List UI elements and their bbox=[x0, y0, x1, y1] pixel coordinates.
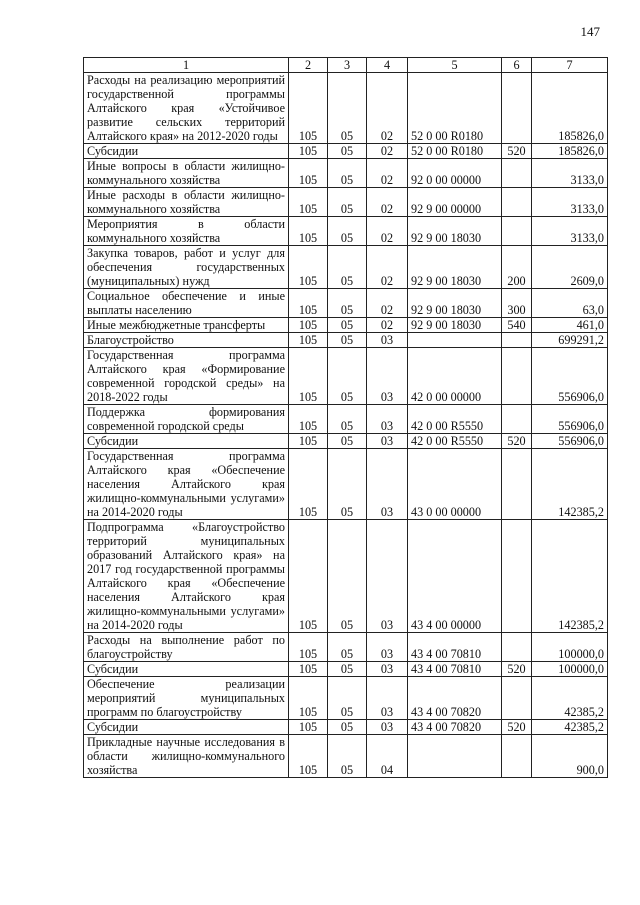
row-subsection-code: 03 bbox=[367, 720, 408, 735]
row-expense-type bbox=[502, 405, 532, 434]
row-ministry-code: 105 bbox=[289, 520, 328, 633]
row-section-code: 05 bbox=[328, 144, 367, 159]
header-cell: 1 bbox=[84, 58, 289, 73]
row-section-code: 05 bbox=[328, 159, 367, 188]
header-cell: 7 bbox=[532, 58, 608, 73]
row-subsection-code: 02 bbox=[367, 246, 408, 289]
table-row bbox=[84, 188, 608, 217]
row-expense-type: 540 bbox=[502, 318, 532, 333]
row-amount: 185826,0 bbox=[532, 73, 608, 144]
row-name: Закупка товаров, работ и услуг для обеспечения государственных (муниципальных) нужд bbox=[84, 246, 289, 289]
row-section-code: 05 bbox=[328, 246, 367, 289]
row-section-code: 05 bbox=[328, 633, 367, 662]
row-name: Подпрограмма «Благоустройство территорий муниципальных образований Алтайского края» на 2017 год государственной программы Алтайского края «Обеспечение населения Алтайского края жилищно-коммунальными услугами» на 2014-2020 годы bbox=[84, 520, 289, 633]
row-section-code: 05 bbox=[328, 318, 367, 333]
row-section-code: 05 bbox=[328, 735, 367, 778]
row-target-article: 52 0 00 R0180 bbox=[408, 73, 502, 144]
row-target-article: 92 9 00 18030 bbox=[408, 217, 502, 246]
row-subsection-code: 02 bbox=[367, 289, 408, 318]
row-section-code: 05 bbox=[328, 333, 367, 348]
row-subsection-code: 03 bbox=[367, 333, 408, 348]
row-ministry-code: 105 bbox=[289, 333, 328, 348]
table-row bbox=[84, 159, 608, 188]
row-expense-type: 520 bbox=[502, 434, 532, 449]
header-cell: 3 bbox=[328, 58, 367, 73]
row-amount: 3133,0 bbox=[532, 217, 608, 246]
row-ministry-code: 105 bbox=[289, 246, 328, 289]
table-row bbox=[84, 348, 608, 405]
row-name: Иные вопросы в области жилищно-коммунального хозяйства bbox=[84, 159, 289, 188]
page-number: 147 bbox=[580, 24, 600, 39]
row-target-article: 92 9 00 18030 bbox=[408, 246, 502, 289]
row-section-code: 05 bbox=[328, 520, 367, 633]
row-subsection-code: 03 bbox=[367, 348, 408, 405]
row-ministry-code: 105 bbox=[289, 735, 328, 778]
row-amount: 142385,2 bbox=[532, 449, 608, 520]
row-ministry-code: 105 bbox=[289, 318, 328, 333]
row-amount: 556906,0 bbox=[532, 434, 608, 449]
row-expense-type bbox=[502, 677, 532, 720]
row-name: Субсидии bbox=[84, 662, 289, 677]
row-ministry-code: 105 bbox=[289, 633, 328, 662]
row-section-code: 05 bbox=[328, 720, 367, 735]
row-section-code: 05 bbox=[328, 73, 367, 144]
row-ministry-code: 105 bbox=[289, 188, 328, 217]
header-cell: 2 bbox=[289, 58, 328, 73]
row-ministry-code: 105 bbox=[289, 720, 328, 735]
row-amount: 699291,2 bbox=[532, 333, 608, 348]
row-amount: 2609,0 bbox=[532, 246, 608, 289]
row-expense-type bbox=[502, 520, 532, 633]
row-name: Мероприятия в области коммунального хозяйства bbox=[84, 217, 289, 246]
row-amount: 42385,2 bbox=[532, 720, 608, 735]
table-row bbox=[84, 434, 608, 449]
row-name: Государственная программа Алтайского края «Формирование современной городской среды» на 2018-2022 годы bbox=[84, 348, 289, 405]
row-ministry-code: 105 bbox=[289, 662, 328, 677]
table-row bbox=[84, 662, 608, 677]
row-target-article: 43 4 00 70820 bbox=[408, 720, 502, 735]
row-subsection-code: 03 bbox=[367, 677, 408, 720]
row-name: Иные расходы в области жилищно-коммунального хозяйства bbox=[84, 188, 289, 217]
row-subsection-code: 02 bbox=[367, 73, 408, 144]
row-target-article: 92 0 00 00000 bbox=[408, 159, 502, 188]
row-name: Социальное обеспечение и иные выплаты населению bbox=[84, 289, 289, 318]
row-amount: 142385,2 bbox=[532, 520, 608, 633]
row-name: Расходы на реализацию мероприятий государственной программы Алтайского края «Устойчивое развитие сельских территорий Алтайского края» на 2012-2020 годы bbox=[84, 73, 289, 144]
row-expense-type bbox=[502, 449, 532, 520]
row-target-article: 92 9 00 00000 bbox=[408, 188, 502, 217]
row-section-code: 05 bbox=[328, 449, 367, 520]
row-name: Поддержка формирования современной городской среды bbox=[84, 405, 289, 434]
row-target-article: 92 9 00 18030 bbox=[408, 318, 502, 333]
row-expense-type bbox=[502, 217, 532, 246]
row-expense-type: 520 bbox=[502, 662, 532, 677]
table-row bbox=[84, 333, 608, 348]
row-subsection-code: 03 bbox=[367, 633, 408, 662]
row-amount: 185826,0 bbox=[532, 144, 608, 159]
header-row bbox=[84, 58, 608, 73]
row-section-code: 05 bbox=[328, 289, 367, 318]
row-amount: 100000,0 bbox=[532, 662, 608, 677]
row-subsection-code: 02 bbox=[367, 217, 408, 246]
table-row bbox=[84, 217, 608, 246]
row-section-code: 05 bbox=[328, 217, 367, 246]
row-ministry-code: 105 bbox=[289, 677, 328, 720]
table-row bbox=[84, 246, 608, 289]
row-amount: 556906,0 bbox=[532, 348, 608, 405]
row-subsection-code: 04 bbox=[367, 735, 408, 778]
row-target-article: 43 4 00 70810 bbox=[408, 633, 502, 662]
row-name: Обеспечение реализации мероприятий муниципальных программ по благоустройству bbox=[84, 677, 289, 720]
row-subsection-code: 03 bbox=[367, 520, 408, 633]
row-amount: 3133,0 bbox=[532, 159, 608, 188]
row-section-code: 05 bbox=[328, 677, 367, 720]
table-row bbox=[84, 73, 608, 144]
row-ministry-code: 105 bbox=[289, 434, 328, 449]
row-target-article: 43 4 00 00000 bbox=[408, 520, 502, 633]
row-name: Субсидии bbox=[84, 434, 289, 449]
row-name: Прикладные научные исследования в области жилищно-коммунального хозяйства bbox=[84, 735, 289, 778]
row-ministry-code: 105 bbox=[289, 73, 328, 144]
row-target-article: 52 0 00 R0180 bbox=[408, 144, 502, 159]
header-cell: 4 bbox=[367, 58, 408, 73]
row-expense-type bbox=[502, 73, 532, 144]
row-target-article: 42 0 00 R5550 bbox=[408, 405, 502, 434]
row-target-article: 43 4 00 70820 bbox=[408, 677, 502, 720]
row-name: Субсидии bbox=[84, 720, 289, 735]
table-row bbox=[84, 735, 608, 778]
row-amount: 42385,2 bbox=[532, 677, 608, 720]
row-name: Расходы на выполнение работ по благоустройству bbox=[84, 633, 289, 662]
table-row bbox=[84, 677, 608, 720]
row-expense-type bbox=[502, 633, 532, 662]
row-target-article: 92 9 00 18030 bbox=[408, 289, 502, 318]
row-section-code: 05 bbox=[328, 405, 367, 434]
row-name: Субсидии bbox=[84, 144, 289, 159]
row-subsection-code: 03 bbox=[367, 434, 408, 449]
row-section-code: 05 bbox=[328, 348, 367, 405]
row-expense-type bbox=[502, 188, 532, 217]
table-row bbox=[84, 449, 608, 520]
row-subsection-code: 02 bbox=[367, 144, 408, 159]
row-name: Иные межбюджетные трансферты bbox=[84, 318, 289, 333]
row-target-article: 42 0 00 R5550 bbox=[408, 434, 502, 449]
table-row bbox=[84, 144, 608, 159]
header-cell: 6 bbox=[502, 58, 532, 73]
header-cell: 5 bbox=[408, 58, 502, 73]
row-amount: 3133,0 bbox=[532, 188, 608, 217]
row-name: Благоустройство bbox=[84, 333, 289, 348]
row-section-code: 05 bbox=[328, 188, 367, 217]
table-row bbox=[84, 520, 608, 633]
row-subsection-code: 03 bbox=[367, 662, 408, 677]
row-ministry-code: 105 bbox=[289, 144, 328, 159]
row-ministry-code: 105 bbox=[289, 159, 328, 188]
row-ministry-code: 105 bbox=[289, 405, 328, 434]
table-row bbox=[84, 289, 608, 318]
table-row bbox=[84, 720, 608, 735]
row-subsection-code: 03 bbox=[367, 449, 408, 520]
table-row bbox=[84, 318, 608, 333]
row-amount: 556906,0 bbox=[532, 405, 608, 434]
row-expense-type bbox=[502, 333, 532, 348]
row-expense-type: 520 bbox=[502, 720, 532, 735]
row-expense-type bbox=[502, 159, 532, 188]
row-ministry-code: 105 bbox=[289, 449, 328, 520]
row-target-article bbox=[408, 333, 502, 348]
row-section-code: 05 bbox=[328, 434, 367, 449]
row-subsection-code: 02 bbox=[367, 318, 408, 333]
row-ministry-code: 105 bbox=[289, 348, 328, 405]
row-name: Государственная программа Алтайского края «Обеспечение населения Алтайского края жилищно-коммунальными услугами» на 2014-2020 годы bbox=[84, 449, 289, 520]
row-expense-type: 520 bbox=[502, 144, 532, 159]
row-subsection-code: 03 bbox=[367, 405, 408, 434]
row-target-article: 43 0 00 00000 bbox=[408, 449, 502, 520]
row-amount: 461,0 bbox=[532, 318, 608, 333]
row-amount: 900,0 bbox=[532, 735, 608, 778]
table-row bbox=[84, 405, 608, 434]
row-expense-type: 300 bbox=[502, 289, 532, 318]
row-ministry-code: 105 bbox=[289, 289, 328, 318]
row-subsection-code: 02 bbox=[367, 159, 408, 188]
budget-table bbox=[83, 57, 608, 778]
row-amount: 63,0 bbox=[532, 289, 608, 318]
row-target-article: 42 0 00 00000 bbox=[408, 348, 502, 405]
row-target-article bbox=[408, 735, 502, 778]
row-target-article: 43 4 00 70810 bbox=[408, 662, 502, 677]
row-subsection-code: 02 bbox=[367, 188, 408, 217]
row-expense-type: 200 bbox=[502, 246, 532, 289]
row-expense-type bbox=[502, 735, 532, 778]
table-row bbox=[84, 633, 608, 662]
row-ministry-code: 105 bbox=[289, 217, 328, 246]
row-amount: 100000,0 bbox=[532, 633, 608, 662]
row-expense-type bbox=[502, 348, 532, 405]
row-section-code: 05 bbox=[328, 662, 367, 677]
